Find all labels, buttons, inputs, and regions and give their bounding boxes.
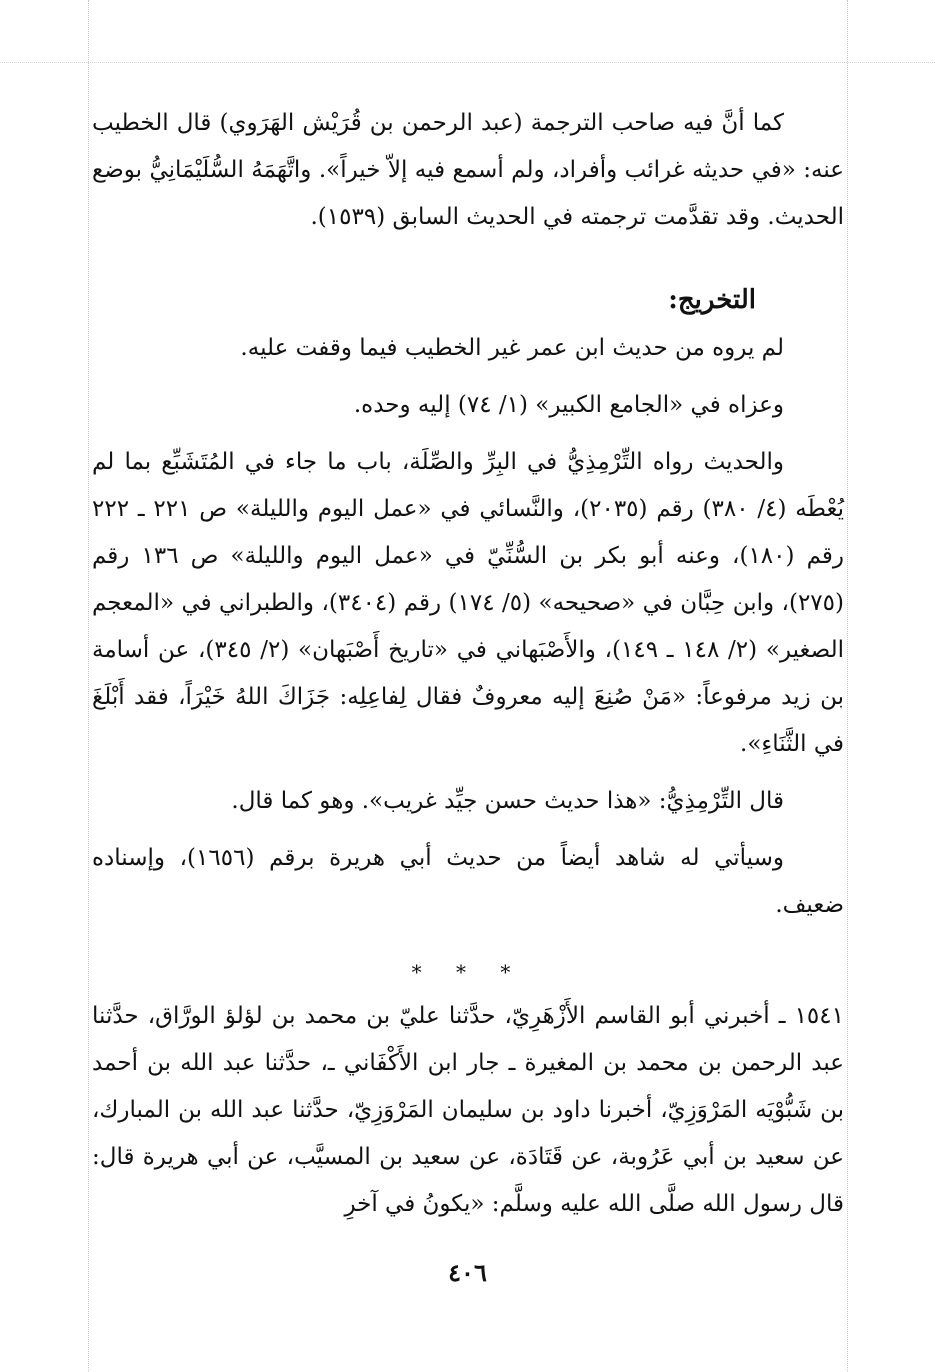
page-body: [92, 100, 844, 1228]
paragraph-narrator-note: كما أنَّ فيه صاحب الترجمة (عبد الرحمن بن قُرَيْش الهَرَوي) قال الخطيب عنه: «في حديثه غرائب وأفراد، ولم أسمع فيه إلاّ خيراً». واتَّهَمَهُ السُّلَيْمَانِيُّ بوضع الحديث. وقد تقدَّمت ترجمته في الحديث السابق (١٥٣٩).: [92, 110, 844, 230]
scan-guide-line: [847, 0, 848, 1372]
scan-guide-line: [88, 0, 89, 1372]
paragraph-sources: والحديث رواه التِّرْمِذِيُّ في البِرِّ والصِّلَة، باب ما جاء في المُتَشَبِّع بما لم يُعْطَه (٤/ ٣٨٠) رقم (٢٠٣٥)، والنَّسائي في «عمل اليوم والليلة» ص ٢٢١ ـ ٢٢٢ رقم (١٨٠)، وعنه أبو بكر بن السُّنِّيّ في «عمل اليوم والليلة» ص ١٣٦ رقم (٢٧٥)، وابن حِبَّان في «صحيحه» (٥/ ١٧٤) رقم (٣٤٠٤)، والطبراني في «المعجم الصغير» (٢/ ١٤٨ ـ ١٤٩)، والأَصْبَهاني في «تاريخ أَصْبَهان» (٢/ ٣٤٥)، عن أسامة بن زيد مرفوعاً: «مَنْ صُنِعَ إليه معروفٌ فقال لِفاعِلِه: جَزَاكَ اللهُ خَيْرَاً، فقد أَبْلَغَ في الثَّنَاءِ».: [92, 449, 844, 757]
paragraph-witness: وسيأتي له شاهد أيضاً من حديث أبي هريرة برقم (١٦٥٦)، وإسناده ضعيف.: [92, 845, 844, 918]
page-number: ٤٠٦: [448, 1258, 487, 1287]
paragraph-tirmidhi-grade: قال التِّرْمِذِيُّ: «هذا حديث حسن جيِّد غريب». وهو كما قال.: [231, 788, 784, 814]
scan-guide-line: [0, 62, 935, 63]
paragraph-attribution: وعزاه في «الجامع الكبير» (١/ ٧٤) إليه وحده.: [353, 392, 784, 418]
section-heading-takhrij: التخريج:: [668, 285, 756, 315]
paragraph-not-narrated: لم يروه من حديث ابن عمر غير الخطيب فيما وقفت عليه.: [240, 335, 784, 361]
paragraph-hadith-1541: ١٥٤١ ـ أخبرني أبو القاسم الأَزْهَرِيّ، حدَّثنا عليّ بن محمد بن لؤلؤ الورَّاق، حدَّثنا عبد الرحمن بن محمد بن المغيرة ـ جار ابن الأَكْفَاني ـ، حدَّثنا عبد الله بن أحمد بن شَبُّوْيَه المَرْوَزِيّ، أخبرنا داود بن سليمان المَرْوَزِيّ، حدَّثنا عبد الله بن المبارك، عن سعيد بن أبي عَرُوبة، عن قَتَادَة، عن سعيد بن المسيَّب، عن أبي هريرة قال: قال رسول الله صلَّى الله عليه وسلَّم: «يكونُ في آخرِ: [92, 1003, 844, 1217]
section-separator: * * *: [411, 960, 525, 984]
